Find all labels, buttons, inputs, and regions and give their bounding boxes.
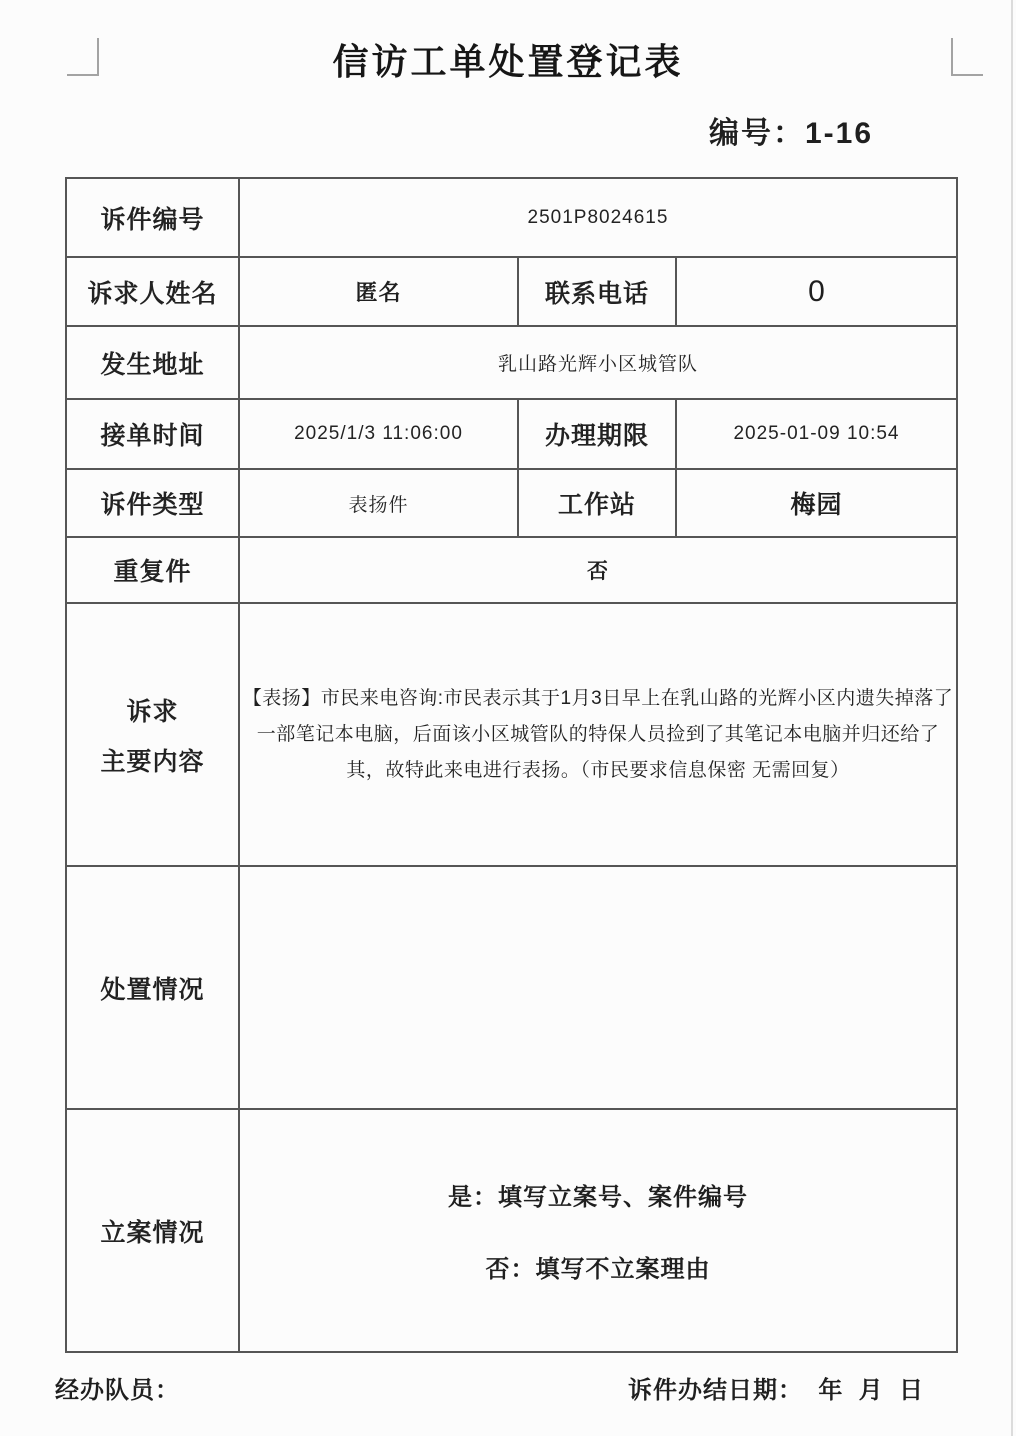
workstation-label: 工作站	[518, 469, 676, 537]
filing-yes-line: 是：填写立案号、案件编号	[448, 1184, 748, 1211]
repeat-label: 重复件	[66, 537, 239, 603]
content-label-line1: 诉求	[126, 697, 179, 726]
address-value: 乳山路光辉小区城管队	[239, 326, 957, 399]
filing-no-line: 否：填写不立案理由	[485, 1256, 711, 1283]
filing-label: 立案情况	[66, 1109, 239, 1352]
claimant-value: 匿名	[239, 257, 518, 326]
disposal-label: 处置情况	[66, 866, 239, 1109]
repeat-value: 否	[239, 537, 957, 603]
row-claimant-phone	[66, 257, 957, 326]
receive-time-label: 接单时间	[66, 399, 239, 469]
completion-date-label: 诉件办结日期： 年 月 日	[628, 1377, 925, 1404]
deadline-value: 2025-01-09 10:54	[676, 399, 957, 469]
doc-number: 编号：1-16	[709, 117, 874, 150]
content-label	[66, 603, 239, 866]
content-label-line2: 主要内容	[100, 747, 205, 776]
row-repeat	[66, 537, 957, 603]
row-case-no	[66, 178, 957, 257]
address-label: 发生地址	[66, 326, 239, 399]
page-edge-line	[1011, 0, 1013, 1436]
deadline-label: 办理期限	[518, 399, 676, 469]
workstation-value: 梅园	[676, 469, 957, 537]
row-disposal	[66, 866, 957, 1109]
phone-label: 联系电话	[518, 257, 676, 326]
case-no-value: 2501P8024615	[239, 178, 957, 257]
filing-value	[239, 1109, 957, 1352]
case-type-value: 表扬件	[239, 469, 518, 537]
row-address	[66, 326, 957, 399]
row-times	[66, 399, 957, 469]
handler-label: 经办队员：	[55, 1377, 180, 1404]
row-main-content	[66, 603, 957, 866]
disposal-value	[239, 866, 957, 1109]
registration-form-table	[65, 177, 958, 1353]
case-type-label: 诉件类型	[66, 469, 239, 537]
row-filing	[66, 1109, 957, 1352]
claimant-label: 诉求人姓名	[66, 257, 239, 326]
phone-value: 0	[676, 257, 957, 326]
receive-time-value: 2025/1/3 11:06:00	[239, 399, 518, 469]
page-title: 信访工单处置登记表	[332, 41, 684, 82]
row-type-station	[66, 469, 957, 537]
case-no-label: 诉件编号	[66, 178, 239, 257]
content-value: 【表扬】市民来电咨询:市民表示其于1月3日早上在乳山路的光辉小区内遗失掉落了一部笔记本电脑，后面该小区城管队的特保人员捡到了其笔记本电脑并归还给了其，故特此来电进行表扬。（市民要求信息保密 无需回复）	[239, 603, 957, 866]
